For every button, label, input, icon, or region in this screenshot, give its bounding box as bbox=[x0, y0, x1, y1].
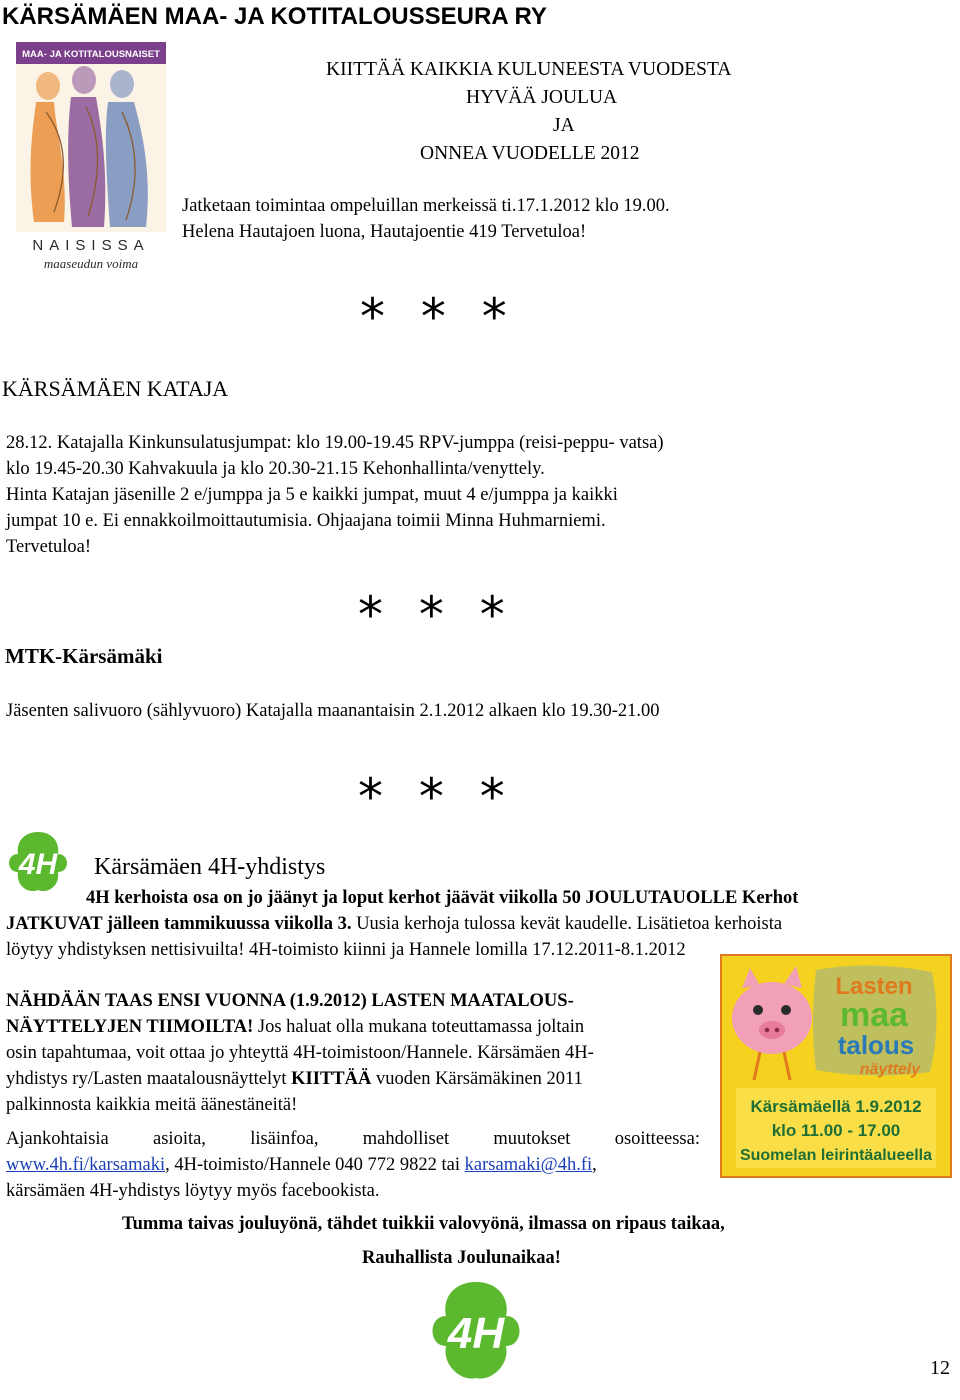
four-h-p1-bold-b: JATKUVAT jälleen tammikuussa viikolla 3. bbox=[6, 914, 352, 934]
four-h-p2-line4-a: yhdistys ry/Lasten maatalousnäyttelyt bbox=[6, 1069, 292, 1089]
org-title: KÄRSÄMÄEN MAA- JA KOTITALOUSSEURA RY bbox=[2, 3, 547, 30]
four-h-logo bbox=[4, 828, 72, 896]
four-h-p2-line4 bbox=[6, 1066, 583, 1092]
poster-date-line-3: Suomelan leirintäalueella bbox=[739, 1147, 933, 1164]
four-h-p2-line4-b: vuoden Kärsämäkinen 2011 bbox=[371, 1069, 583, 1089]
four-h-p3-line2 bbox=[6, 1152, 597, 1178]
four-h-clover-icon bbox=[4, 828, 72, 896]
four-h-p3-comma: , bbox=[592, 1155, 597, 1175]
four-h-p1-rest: Uusia kerhoja tulossa kevät kaudelle. Lisätietoa kerhoista bbox=[351, 914, 783, 934]
kataja-heading: KÄRSÄMÄEN KATAJA bbox=[2, 376, 229, 401]
four-h-p2-bold-b: NÄYTTELYJEN TIIMOILTA! bbox=[6, 1017, 254, 1037]
greeting-line-2: HYVÄÄ JOULUA bbox=[466, 87, 618, 108]
four-h-logo-text: 4H bbox=[18, 848, 58, 881]
separator-stars: * * * bbox=[358, 586, 515, 644]
four-h-p1-line2 bbox=[6, 911, 782, 937]
mtk-heading: MTK-Kärsämäki bbox=[5, 644, 163, 668]
four-h-p3-line1: Ajankohtaisia asioita, lisäinfoa, mahdolliset muutokset osoitteessa: bbox=[6, 1129, 700, 1149]
logo-naisissa-text: NAISISSA bbox=[32, 237, 150, 254]
sewing-line-1: Jatketaan toimintaa ompeluillan merkeissä ti.17.1.2012 klo 19.00. bbox=[182, 196, 670, 216]
mtk-text: Jäsenten salivuoro (sählyvuoro) Katajalla maanantaisin 2.1.2012 alkaen klo 19.30-21.00 bbox=[6, 701, 660, 721]
email-link[interactable]: karsamaki@4h.fi bbox=[464, 1155, 593, 1175]
poster-word-nayttely: näyttely bbox=[859, 1061, 921, 1078]
kataja-line: jumpat 10 e. Ei ennakkoilmoittautumisia. Ohjaajana toimii Minna Huhmarniemi. bbox=[6, 511, 606, 531]
four-h-p3-line3: kärsämäen 4H-yhdistys löytyy myös facebookista. bbox=[6, 1181, 380, 1201]
four-h-large-logo-text: 4H bbox=[447, 1309, 505, 1358]
poster-word-lasten: Lasten bbox=[835, 973, 913, 1000]
closing-line-2: Rauhallista Joulunaikaa! bbox=[362, 1248, 561, 1268]
four-h-p1-bold: 4H kerhoista osa on jo jäänyt ja loput kerhot jäävät viikolla 50 JOULUTAUOLLE Kerhot bbox=[86, 888, 799, 908]
four-h-p2-line2 bbox=[6, 1014, 584, 1040]
greeting-line-4: ONNEA VUODELLE 2012 bbox=[420, 143, 640, 164]
four-h-clover-large-icon bbox=[424, 1278, 528, 1388]
women-figures-logo-image bbox=[16, 42, 166, 274]
logo-top-text: MAA- JA KOTITALOUSNAISET bbox=[22, 49, 160, 60]
greeting-line-1: KIITTÄÄ KAIKKIA KULUNEESTA VUODESTA bbox=[326, 59, 732, 80]
kataja-line: 28.12. Katajalla Kinkunsulatusjumpat: klo 19.00-19.45 RPV-jumppa (reisi-peppu- vatsa) bbox=[6, 433, 664, 453]
sewing-line-2: Helena Hautajoen luona, Hautajoentie 419 Tervetuloa! bbox=[182, 222, 587, 242]
four-h-p3-mid: , 4H-toimisto/Hannele 040 772 9822 tai bbox=[165, 1155, 465, 1175]
four-h-p2-line4-bold: KIITTÄÄ bbox=[291, 1069, 372, 1089]
four-h-p1-line3: löytyy yhdistyksen nettisivuilta! 4H-toimisto kiinni ja Hannele lomilla 17.12.2011-8.1.2012 bbox=[6, 940, 686, 960]
poster-word-maa: maa bbox=[839, 996, 909, 1034]
four-h-p2-rest: Jos haluat olla mukana toteuttamassa joltain bbox=[253, 1017, 585, 1037]
kataja-line: Hinta Katajan jäsenille 2 e/jumppa ja 5 e kaikki jumpat, muut 4 e/jumppa ja kaikki bbox=[6, 485, 618, 505]
naisissa-logo bbox=[16, 42, 166, 274]
kataja-line: klo 19.45-20.30 Kahvakuula ja klo 20.30-21.15 Kehonhallinta/venyttely. bbox=[6, 459, 545, 479]
four-h-logo-large bbox=[424, 1278, 528, 1388]
poster-date-line-2: klo 11.00 - 17.00 bbox=[771, 1121, 901, 1140]
lasten-maatalous-poster bbox=[720, 954, 952, 1178]
greeting-line-3: JA bbox=[553, 115, 575, 136]
separator-stars: * * * bbox=[360, 288, 517, 346]
closing-line-1: Tumma taivas jouluyönä, tähdet tuikkii valovyönä, ilmassa on ripaus taikaa, bbox=[122, 1214, 725, 1234]
logo-script-text: maaseudun voima bbox=[43, 256, 139, 271]
website-link[interactable]: www.4h.fi/karsamaki bbox=[6, 1155, 166, 1175]
four-h-heading: Kärsämäen 4H-yhdistys bbox=[94, 854, 326, 880]
poster-image bbox=[720, 954, 952, 1178]
poster-date-line-1: Kärsämäellä 1.9.2012 bbox=[750, 1097, 922, 1116]
four-h-p1-line1 bbox=[86, 885, 956, 911]
kataja-text bbox=[6, 430, 786, 560]
separator-stars: * * * bbox=[358, 768, 515, 826]
four-h-p2-line5: palkinnosta kaikkia meitä äänestäneitä! bbox=[6, 1095, 298, 1115]
kataja-line: Tervetuloa! bbox=[6, 537, 91, 557]
page-number: 12 bbox=[930, 1357, 950, 1379]
four-h-p2-line1: NÄHDÄÄN TAAS ENSI VUONNA (1.9.2012) LASTEN MAATALOUS- bbox=[6, 991, 574, 1011]
poster-word-talous: talous bbox=[837, 1030, 915, 1060]
four-h-p2-line3: osin tapahtumaa, voit ottaa jo yhteyttä 4H-toimistoon/Hannele. Kärsämäen 4H- bbox=[6, 1043, 594, 1063]
